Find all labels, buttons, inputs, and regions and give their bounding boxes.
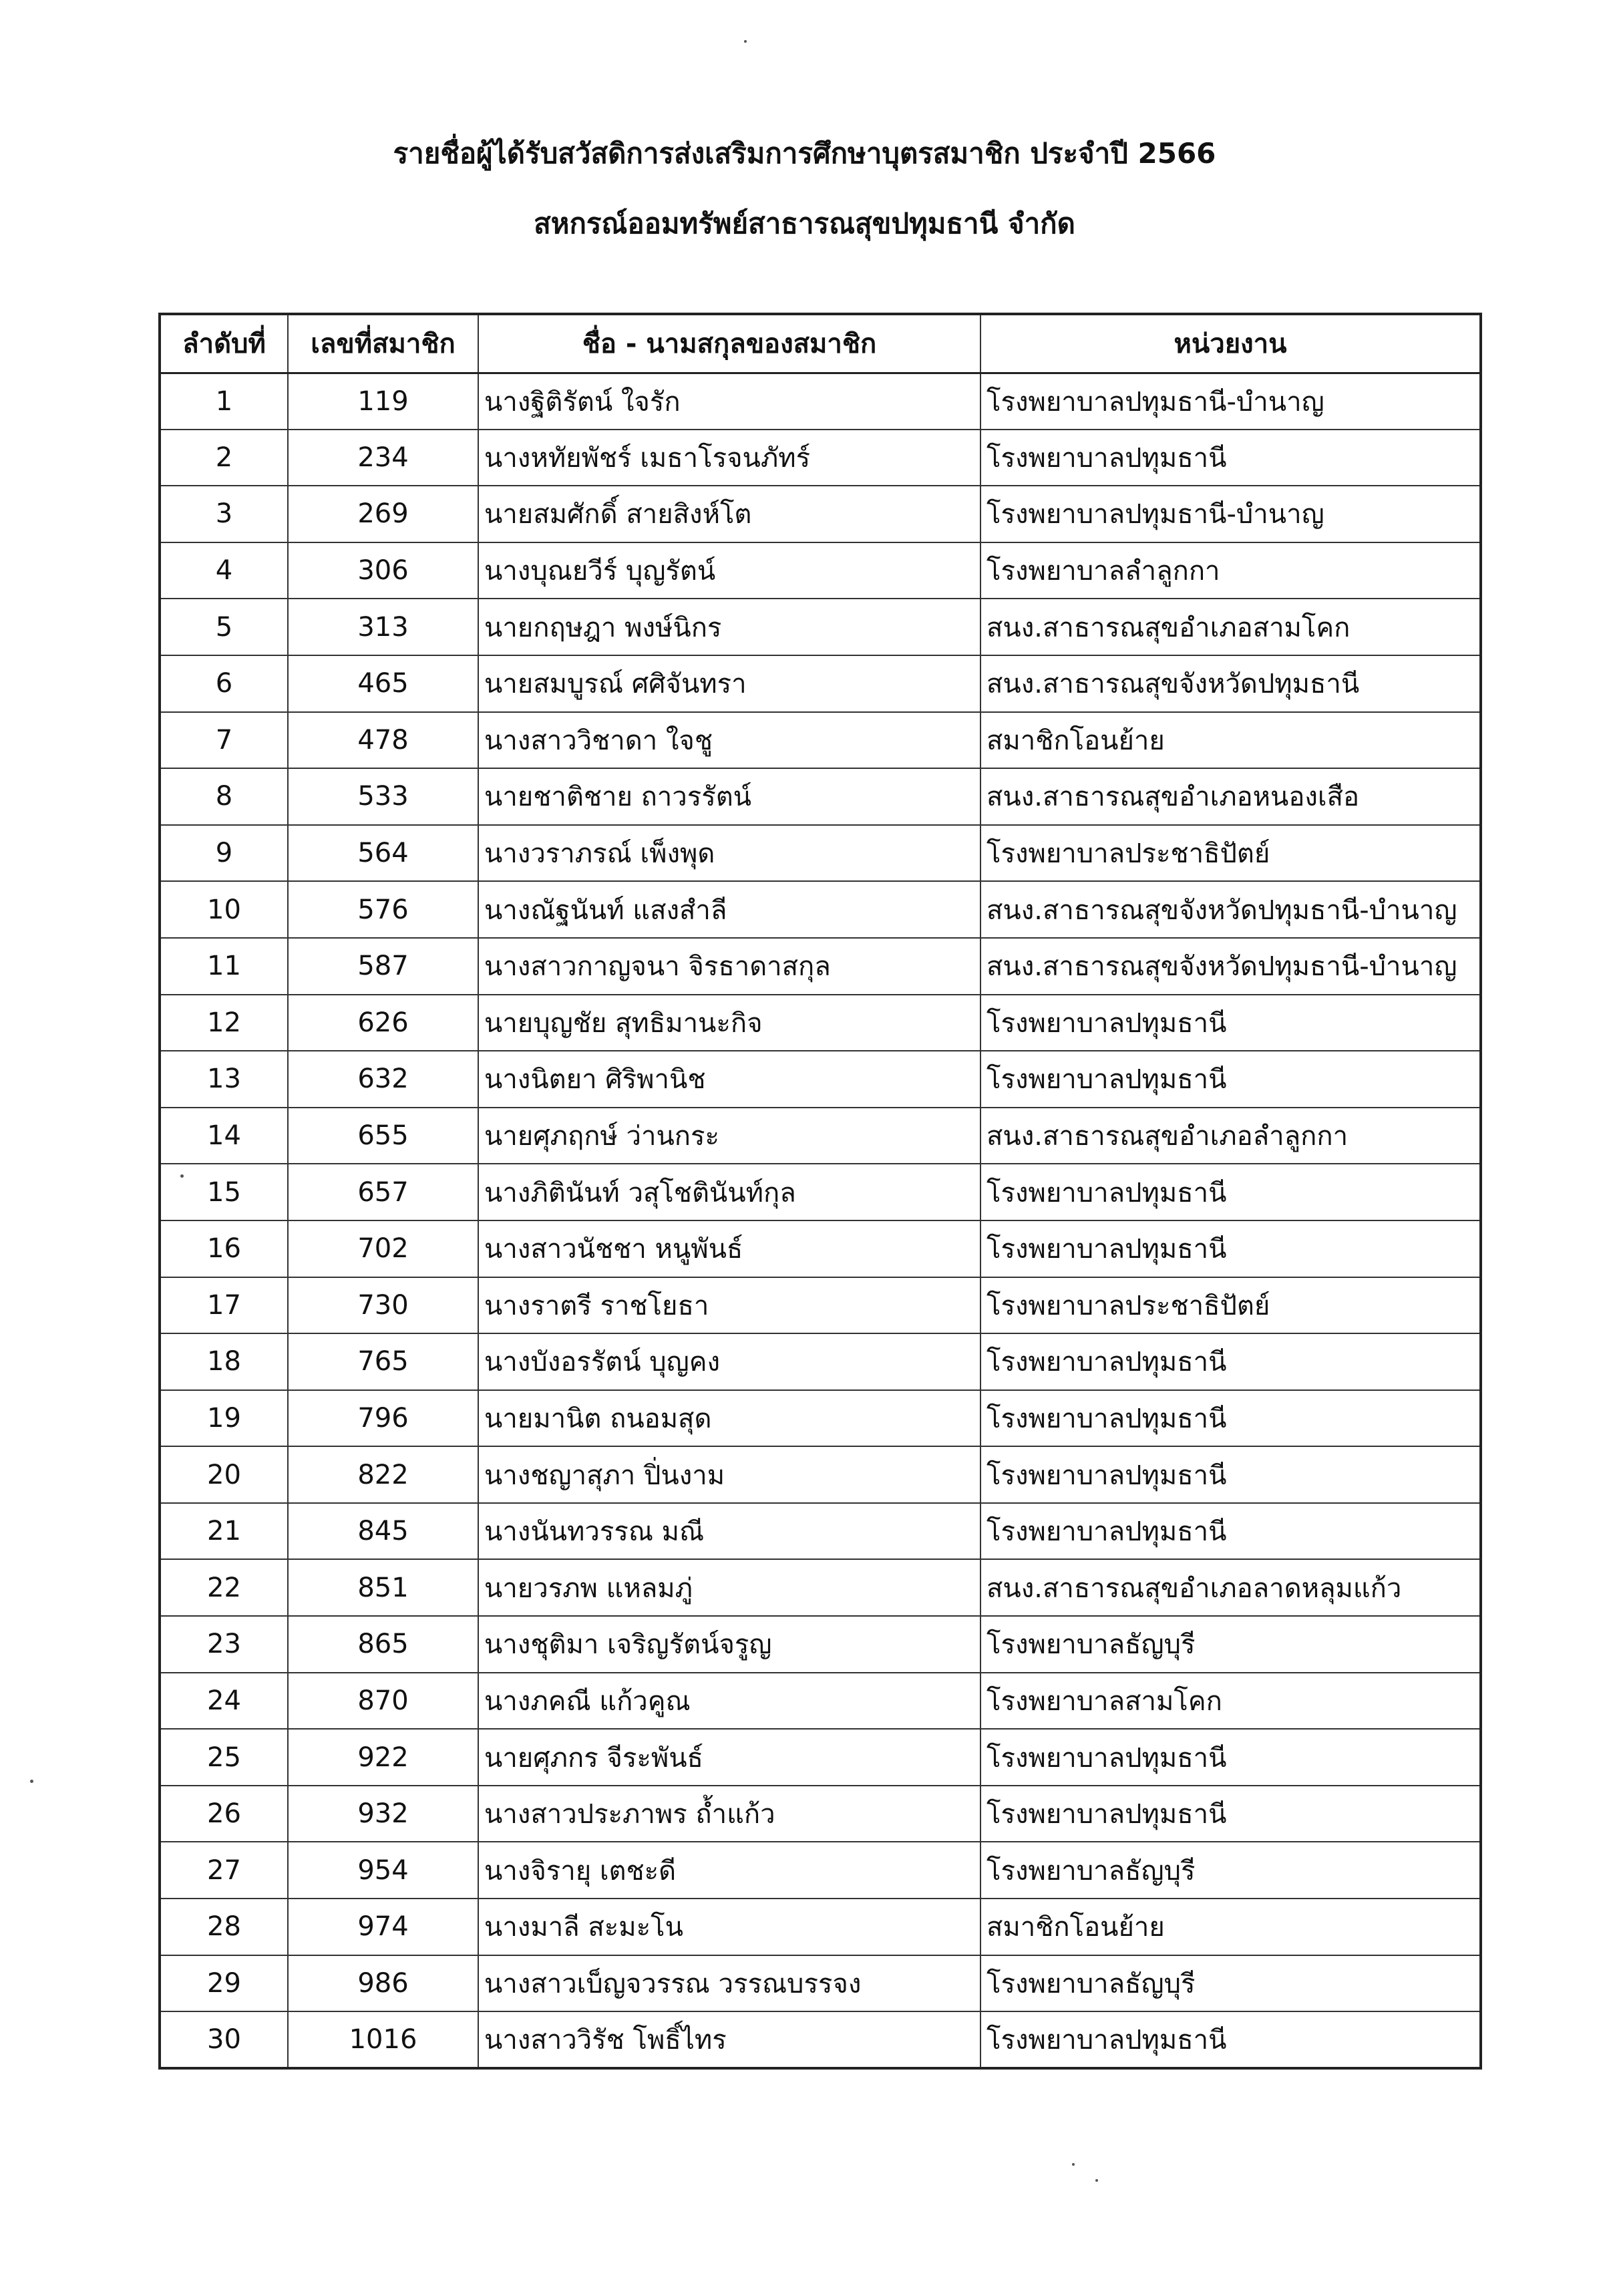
- cell-unit: โรงพยาบาลปทุมธานี: [980, 1446, 1481, 1503]
- cell-member-no: 702: [288, 1220, 478, 1277]
- cell-order: 9: [160, 825, 288, 882]
- cell-name: นางบังอรรัตน์ บุญคง: [478, 1333, 980, 1390]
- cell-order: 3: [160, 486, 288, 542]
- cell-member-no: 657: [288, 1164, 478, 1220]
- table-row: [160, 1277, 1481, 1334]
- member-table: [158, 313, 1482, 2070]
- cell-order: 11: [160, 938, 288, 995]
- cell-name: นายศุภกร จีระพันธ์: [478, 1729, 980, 1786]
- table-row: [160, 1786, 1481, 1842]
- cell-name: นางสาวกาญจนา จิรธาดาสกุล: [478, 938, 980, 995]
- cell-member-no: 974: [288, 1899, 478, 1955]
- cell-name: นางมาลี สะมะโน: [478, 1899, 980, 1955]
- cell-order: 17: [160, 1277, 288, 1334]
- cell-member-no: 465: [288, 655, 478, 712]
- table-row: [160, 881, 1481, 938]
- cell-member-no: 932: [288, 1786, 478, 1842]
- cell-member-no: 865: [288, 1616, 478, 1673]
- cell-unit: โรงพยาบาลปทุมธานี: [980, 1333, 1481, 1390]
- cell-unit: โรงพยาบาลปทุมธานี: [980, 430, 1481, 486]
- cell-unit: สนง.สาธารณสุขอำเภอลำลูกกา: [980, 1108, 1481, 1164]
- cell-member-no: 313: [288, 599, 478, 655]
- cell-order: 12: [160, 995, 288, 1051]
- cell-unit: สนง.สาธารณสุขอำเภอสามโคก: [980, 599, 1481, 655]
- cell-member-no: 765: [288, 1333, 478, 1390]
- cell-unit: สนง.สาธารณสุขจังหวัดปทุมธานี-บำนาญ: [980, 938, 1481, 995]
- cell-order: 20: [160, 1446, 288, 1503]
- cell-unit: โรงพยาบาลสามโคก: [980, 1673, 1481, 1730]
- table-row: [160, 373, 1481, 430]
- cell-member-no: 954: [288, 1842, 478, 1899]
- cell-order: 19: [160, 1390, 288, 1447]
- column-header-unit: หน่วยงาน: [980, 314, 1481, 373]
- cell-order: 29: [160, 1955, 288, 2012]
- cell-member-no: 478: [288, 712, 478, 769]
- cell-member-no: 796: [288, 1390, 478, 1447]
- table-row: [160, 995, 1481, 1051]
- table-row: [160, 1390, 1481, 1447]
- cell-name: นายชาติชาย ถาวรรัตน์: [478, 768, 980, 825]
- table-row: [160, 2011, 1481, 2068]
- cell-name: นางภคณี แก้วคูณ: [478, 1673, 980, 1730]
- cell-unit: โรงพยาบาลลำลูกกา: [980, 542, 1481, 599]
- cell-unit: โรงพยาบาลประชาธิปัตย์: [980, 1277, 1481, 1334]
- cell-unit: โรงพยาบาลปทุมธานี: [980, 2011, 1481, 2068]
- table-row: [160, 825, 1481, 882]
- column-header-member-no: เลขที่สมาชิก: [288, 314, 478, 373]
- cell-name: นางสาววิรัช โพธิ์ไทร: [478, 2011, 980, 2068]
- cell-name: นางหทัยพัชร์ เมธาโรจนภัทร์: [478, 430, 980, 486]
- cell-unit: สนง.สาธารณสุขจังหวัดปทุมธานี-บำนาญ: [980, 881, 1481, 938]
- cell-unit: โรงพยาบาลปทุมธานี: [980, 1729, 1481, 1786]
- cell-order: 24: [160, 1673, 288, 1730]
- cell-member-no: 870: [288, 1673, 478, 1730]
- table-row: [160, 542, 1481, 599]
- scan-speck: [180, 1174, 184, 1178]
- cell-order: 16: [160, 1220, 288, 1277]
- cell-name: นายสมศักดิ์ สายสิงห์โต: [478, 486, 980, 542]
- document-subtitle: สหกรณ์ออมทรัพย์สาธารณสุขปทุมธานี จำกัด: [534, 207, 1075, 240]
- table-row: [160, 1673, 1481, 1730]
- cell-order: 22: [160, 1559, 288, 1616]
- cell-unit: โรงพยาบาลปทุมธานี: [980, 1220, 1481, 1277]
- table-row: [160, 938, 1481, 995]
- cell-order: 28: [160, 1899, 288, 1955]
- cell-order: 1: [160, 373, 288, 430]
- cell-unit: โรงพยาบาลปทุมธานี-บำนาญ: [980, 486, 1481, 542]
- cell-unit: โรงพยาบาลปทุมธานี: [980, 1390, 1481, 1447]
- cell-unit: โรงพยาบาลประชาธิปัตย์: [980, 825, 1481, 882]
- scan-speck: [1095, 2179, 1098, 2182]
- cell-unit: โรงพยาบาลปทุมธานี: [980, 1786, 1481, 1842]
- table-row: [160, 1333, 1481, 1390]
- cell-unit: สมาชิกโอนย้าย: [980, 712, 1481, 769]
- cell-unit: โรงพยาบาลธัญบุรี: [980, 1955, 1481, 2012]
- table-row: [160, 1220, 1481, 1277]
- cell-unit: โรงพยาบาลปทุมธานี-บำนาญ: [980, 373, 1481, 430]
- cell-order: 14: [160, 1108, 288, 1164]
- cell-unit: สนง.สาธารณสุขอำเภอหนองเสือ: [980, 768, 1481, 825]
- cell-unit: โรงพยาบาลปทุมธานี: [980, 1051, 1481, 1108]
- table-row: [160, 712, 1481, 769]
- scan-speck: [1072, 2163, 1075, 2166]
- table-row: [160, 1051, 1481, 1108]
- cell-order: 15: [160, 1164, 288, 1220]
- document-title: รายชื่อผู้ได้รับสวัสดิการส่งเสริมการศึกษาบุตรสมาชิก ประจำปี 2566: [393, 137, 1216, 170]
- cell-member-no: 845: [288, 1503, 478, 1560]
- cell-order: 2: [160, 430, 288, 486]
- cell-name: นางสาววิชาดา ใจชู: [478, 712, 980, 769]
- cell-member-no: 655: [288, 1108, 478, 1164]
- cell-unit: โรงพยาบาลธัญบุรี: [980, 1616, 1481, 1673]
- cell-name: นางชุติมา เจริญรัตน์จรูญ: [478, 1616, 980, 1673]
- cell-unit: โรงพยาบาลปทุมธานี: [980, 995, 1481, 1051]
- table-row: [160, 486, 1481, 542]
- cell-name: นางสาวเบ็ญจวรรณ วรรณบรรจง: [478, 1955, 980, 2012]
- table-row: [160, 1616, 1481, 1673]
- cell-name: นายบุญชัย สุทธิมานะกิจ: [478, 995, 980, 1051]
- table-row: [160, 655, 1481, 712]
- cell-name: นายศุภฤกษ์ ว่านกระ: [478, 1108, 980, 1164]
- table-row: [160, 1108, 1481, 1164]
- cell-order: 7: [160, 712, 288, 769]
- cell-name: นางนันทวรรณ มณี: [478, 1503, 980, 1560]
- cell-unit: โรงพยาบาลปทุมธานี: [980, 1164, 1481, 1220]
- table-row: [160, 1164, 1481, 1220]
- table-row: [160, 430, 1481, 486]
- cell-order: 21: [160, 1503, 288, 1560]
- cell-member-no: 269: [288, 486, 478, 542]
- cell-unit: โรงพยาบาลธัญบุรี: [980, 1842, 1481, 1899]
- cell-member-no: 564: [288, 825, 478, 882]
- cell-member-no: 576: [288, 881, 478, 938]
- table-row: [160, 1955, 1481, 2012]
- table-row: [160, 1842, 1481, 1899]
- cell-member-no: 851: [288, 1559, 478, 1616]
- cell-name: นางราตรี ราชโยธา: [478, 1277, 980, 1334]
- column-header-name: ชื่อ - นามสกุลของสมาชิก: [478, 314, 980, 373]
- cell-name: นางวราภรณ์ เพ็งพุด: [478, 825, 980, 882]
- cell-order: 18: [160, 1333, 288, 1390]
- cell-unit: สนง.สาธารณสุขจังหวัดปทุมธานี: [980, 655, 1481, 712]
- cell-order: 8: [160, 768, 288, 825]
- table-row: [160, 768, 1481, 825]
- cell-order: 30: [160, 2011, 288, 2068]
- cell-order: 23: [160, 1616, 288, 1673]
- table-row: [160, 1899, 1481, 1955]
- cell-member-no: 922: [288, 1729, 478, 1786]
- scan-speck: [744, 40, 747, 43]
- cell-order: 26: [160, 1786, 288, 1842]
- cell-name: นางภิตินันท์ วสุโชตินันท์กุล: [478, 1164, 980, 1220]
- cell-member-no: 1016: [288, 2011, 478, 2068]
- cell-unit: สมาชิกโอนย้าย: [980, 1899, 1481, 1955]
- cell-order: 4: [160, 542, 288, 599]
- cell-member-no: 822: [288, 1446, 478, 1503]
- cell-name: นายวรภพ แหลมภู่: [478, 1559, 980, 1616]
- cell-name: นางบุณยวีร์ บุญรัตน์: [478, 542, 980, 599]
- cell-member-no: 986: [288, 1955, 478, 2012]
- cell-unit: สนง.สาธารณสุขอำเภอลาดหลุมแก้ว: [980, 1559, 1481, 1616]
- cell-name: นางสาวนัชชา หนูพันธ์: [478, 1220, 980, 1277]
- cell-name: นายกฤษฎา พงษ์นิกร: [478, 599, 980, 655]
- cell-order: 10: [160, 881, 288, 938]
- table-header-row: [160, 314, 1481, 373]
- cell-member-no: 587: [288, 938, 478, 995]
- cell-unit: โรงพยาบาลปทุมธานี: [980, 1503, 1481, 1560]
- cell-order: 13: [160, 1051, 288, 1108]
- cell-member-no: 533: [288, 768, 478, 825]
- cell-order: 6: [160, 655, 288, 712]
- table-row: [160, 1446, 1481, 1503]
- cell-name: นางชญาสุภา ปิ่นงาม: [478, 1446, 980, 1503]
- cell-member-no: 234: [288, 430, 478, 486]
- table-row: [160, 599, 1481, 655]
- cell-member-no: 626: [288, 995, 478, 1051]
- cell-member-no: 632: [288, 1051, 478, 1108]
- cell-member-no: 730: [288, 1277, 478, 1334]
- scan-speck: [30, 1780, 33, 1783]
- cell-member-no: 119: [288, 373, 478, 430]
- cell-name: นายสมบูรณ์ ศศิจันทรา: [478, 655, 980, 712]
- cell-order: 27: [160, 1842, 288, 1899]
- table-row: [160, 1559, 1481, 1616]
- cell-name: นายมานิต ถนอมสุด: [478, 1390, 980, 1447]
- cell-member-no: 306: [288, 542, 478, 599]
- cell-order: 5: [160, 599, 288, 655]
- cell-name: นางสาวประภาพร ถ้ำแก้ว: [478, 1786, 980, 1842]
- cell-name: นางณัฐนันท์ แสงสำลี: [478, 881, 980, 938]
- table-row: [160, 1729, 1481, 1786]
- cell-order: 25: [160, 1729, 288, 1786]
- cell-name: นางจิรายุ เตชะดี: [478, 1842, 980, 1899]
- cell-name: นางฐิติรัตน์ ใจรัก: [478, 373, 980, 430]
- cell-name: นางนิตยา ศิริพานิช: [478, 1051, 980, 1108]
- table-row: [160, 1503, 1481, 1560]
- column-header-order: ลำดับที่: [160, 314, 288, 373]
